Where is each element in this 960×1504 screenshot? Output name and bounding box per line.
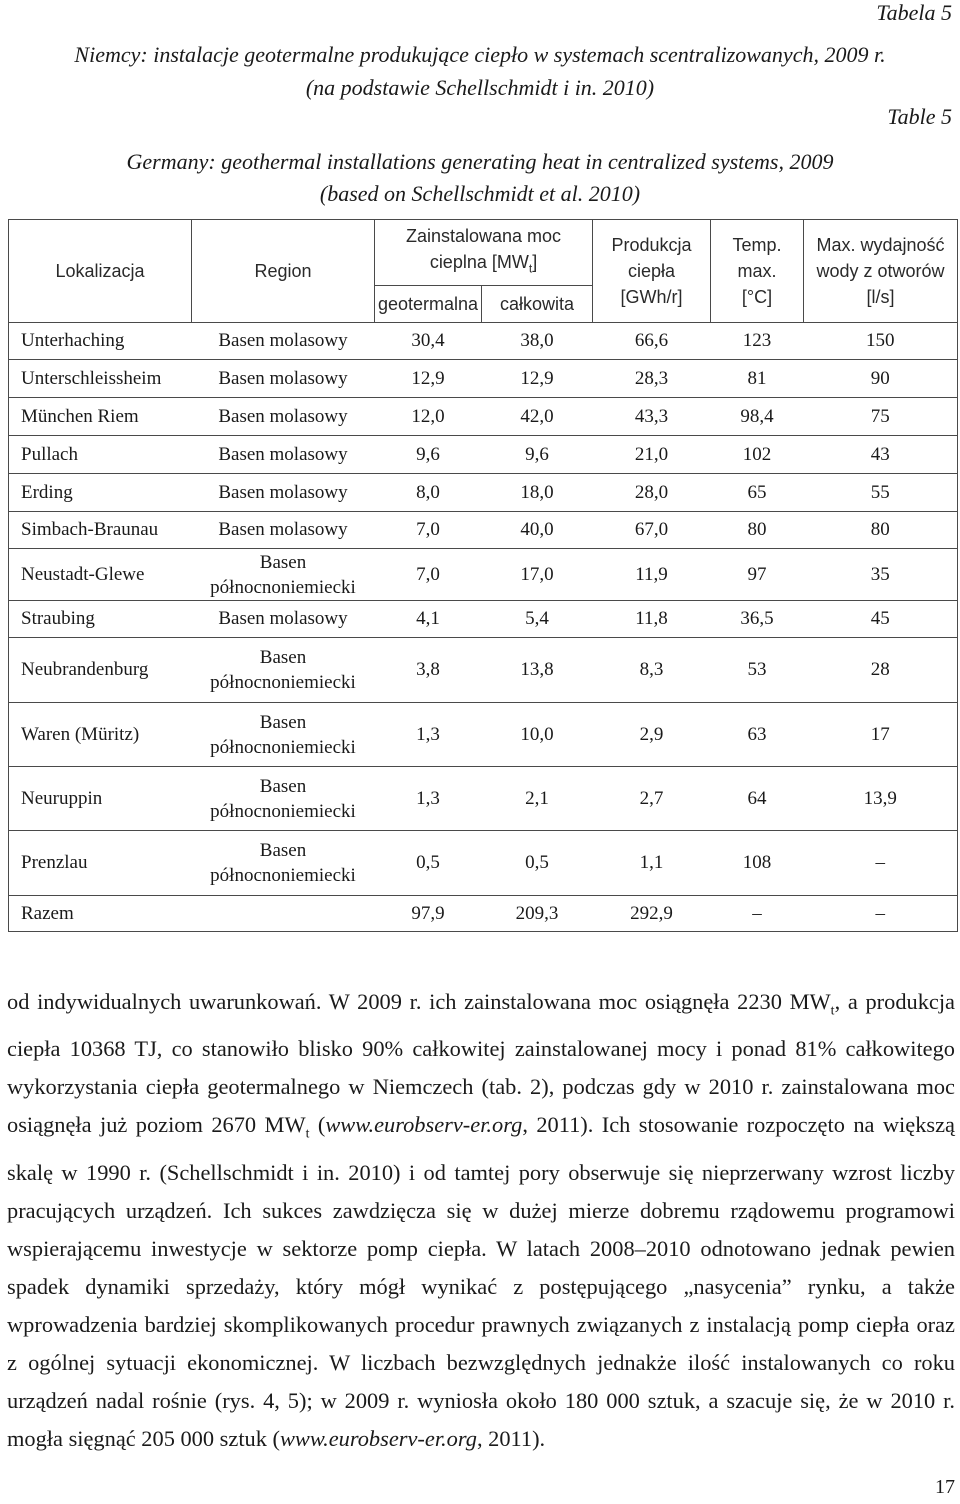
caption-en-line-1: Germany: geothermal installations generating heat in centralized systems, 2009	[126, 149, 834, 174]
max-flow-cell: 45	[804, 601, 958, 638]
region-cell	[192, 896, 375, 932]
max-temperature-cell: 63	[711, 703, 804, 767]
region-line-1: Basen	[259, 711, 307, 733]
body-text-1: od indywidualnych uwarunkowań. W 2009 r. ich zainstalowana moc osiągnęła 2230 MW	[7, 989, 831, 1014]
caption-pl-line-2: (na podstawie Schellschmidt i in. 2010)	[305, 75, 655, 100]
max-temperature-cell: 65	[711, 474, 804, 512]
geothermal-capacity-cell: 4,1	[375, 601, 482, 638]
table-row	[9, 436, 958, 474]
max-flow-cell: 43	[804, 436, 958, 474]
geothermal-installations-table	[8, 219, 958, 932]
max-temperature-cell: 36,5	[711, 601, 804, 638]
max-flow-cell: 13,9	[804, 767, 958, 831]
heat-production-cell: 292,9	[593, 896, 711, 932]
table-label-en: Table 5	[887, 104, 952, 129]
geothermal-capacity-cell: 12,9	[375, 360, 482, 398]
heat-production-cell: 67,0	[593, 512, 711, 549]
heat-production-cell: 28,3	[593, 360, 711, 398]
heat-production-cell: 11,9	[593, 549, 711, 601]
region-line-1: Basen	[259, 775, 307, 797]
table-row	[9, 767, 958, 831]
location-cell: Waren (Müritz)	[9, 703, 192, 767]
body-text-4: , 2011). Ich stosowanie rozpoczęto na większą skalę w 1990 r. (Schellschmidt i in. 2010) i od tamtej pory obserwuje się nieprzerwany wzrost liczby pracujących urządzeń. Ich sukces zawdzięcza się w dużej mierze dobremu rządowemu programowi wspierającemu inwestycje w sektorze pomp ciepła. W latach 2008–2010 odnotowano jednak pewien spadek dynamiki sprzedaży, który mógł wynikać z postępującego „nasycenia” rynku, a także wprowadzenia bardziej skomplikowanych procedur prawnych związanych z instalacją pomp ciepła oraz z ogólnej sytuacji ekonomicznej. W liczbach bezwzględnych jednakże ilość instalowanych co roku urządzeń nadal rośnie (rys. 4, 5); w 2009 r. wyniosła około 180 000 sztuk, a szacuje się, że w 2010 r. mogła sięgnąć 205 000 sztuk (	[7, 1112, 955, 1451]
table-row	[9, 360, 958, 398]
region-line-1: Basen	[259, 840, 307, 861]
max-temperature-cell: 81	[711, 360, 804, 398]
page-number: 17	[935, 1476, 955, 1498]
max-flow-cell: 28	[804, 638, 958, 703]
max-temperature-cell: 98,4	[711, 398, 804, 436]
region-line-2: północnoniemiecki	[210, 736, 356, 758]
header-flow-line-3: [l/s]	[866, 287, 895, 307]
region-cell: Basen molasowy	[192, 323, 375, 360]
body-text-5: , 2011).	[476, 1425, 546, 1451]
header-capacity-line-2: cieplna [MW	[429, 252, 529, 273]
body-text-3: (	[309, 1112, 326, 1138]
header-temp-line-3: [°C]	[741, 287, 773, 307]
region-line-1: Basen	[259, 647, 307, 668]
body-link-2: www.eurobserv-er.org	[279, 1425, 477, 1451]
region-cell: Basen molasowy	[192, 601, 375, 638]
max-temperature-cell: 108	[711, 831, 804, 896]
total-capacity-cell: 18,0	[482, 474, 593, 512]
location-cell: Unterschleissheim	[9, 360, 192, 398]
header-temp-line-2: max.	[737, 261, 777, 281]
max-flow-cell: 17	[804, 703, 958, 767]
max-temperature-cell: 53	[711, 638, 804, 703]
max-flow-cell: –	[804, 831, 958, 896]
body-subscript-2: t	[305, 1126, 310, 1142]
header-region: Region	[192, 220, 375, 323]
max-flow-cell: 80	[804, 512, 958, 549]
total-capacity-cell: 2,1	[482, 767, 593, 831]
table-row	[9, 896, 958, 932]
heat-production-cell: 1,1	[593, 831, 711, 896]
header-geothermal: geotermalna	[375, 286, 482, 323]
header-production-line-1: Produkcja	[611, 235, 692, 255]
total-capacity-cell: 5,4	[482, 601, 593, 638]
table-row	[9, 638, 958, 703]
max-temperature-cell: 80	[711, 512, 804, 549]
total-capacity-cell: 17,0	[482, 549, 593, 601]
header-flow-line-1: Max. wydajność	[816, 235, 945, 255]
header-production-line-2: ciepła	[628, 261, 676, 281]
location-cell: Prenzlau	[9, 831, 192, 896]
header-temperature	[711, 220, 804, 323]
total-capacity-cell: 0,5	[482, 831, 593, 896]
region-cell	[192, 549, 375, 601]
table-row	[9, 323, 958, 360]
max-flow-cell: 55	[804, 474, 958, 512]
geothermal-capacity-cell: 1,3	[375, 703, 482, 767]
heat-production-cell: 2,9	[593, 703, 711, 767]
total-label-cell: Razem	[9, 896, 192, 932]
body-subscript-1: t	[830, 1003, 835, 1019]
region-cell	[192, 831, 375, 896]
heat-production-cell: 21,0	[593, 436, 711, 474]
region-cell: Basen molasowy	[192, 436, 375, 474]
body-text-2: , a produkcja ciepła 10368 TJ, co stanowiło blisko 90% całkowitej zainstalowanej mocy i ponad 81% całkowitego wykorzystania ciepła geotermalnego w Niemczech (tab. 2), podczas gdy w 2010 r. zainstalowana moc osiągnęła już poziom 2670 MW	[7, 989, 955, 1138]
body-paragraph	[7, 983, 955, 1458]
total-capacity-cell: 9,6	[482, 436, 593, 474]
header-capacity-line-1: Zainstalowana moc	[405, 226, 562, 247]
table-row	[9, 398, 958, 436]
header-production-line-3: [GWh/r]	[620, 287, 683, 307]
location-cell: Neubrandenburg	[9, 638, 192, 703]
heat-production-cell: 28,0	[593, 474, 711, 512]
location-cell: Pullach	[9, 436, 192, 474]
header-flow	[804, 220, 958, 323]
max-temperature-cell: 123	[711, 323, 804, 360]
geothermal-capacity-cell: 7,0	[375, 549, 482, 601]
geothermal-capacity-cell: 7,0	[375, 512, 482, 549]
geothermal-capacity-cell: 0,5	[375, 831, 482, 896]
max-flow-cell: 35	[804, 549, 958, 601]
heat-production-cell: 11,8	[593, 601, 711, 638]
body-link-1: www.eurobserv-er.org	[325, 1112, 523, 1138]
location-cell: Erding	[9, 474, 192, 512]
total-capacity-cell: 13,8	[482, 638, 593, 703]
max-temperature-cell: 97	[711, 549, 804, 601]
table-label-pl: Tabela 5	[876, 0, 952, 25]
location-cell: München Riem	[9, 398, 192, 436]
location-cell: Simbach-Braunau	[9, 512, 192, 549]
heat-production-cell: 8,3	[593, 638, 711, 703]
total-capacity-cell: 38,0	[482, 323, 593, 360]
geothermal-capacity-cell: 1,3	[375, 767, 482, 831]
table-row	[9, 512, 958, 549]
header-temp-line-1: Temp.	[732, 235, 782, 255]
heat-production-cell: 2,7	[593, 767, 711, 831]
max-flow-cell: 150	[804, 323, 958, 360]
region-line-2: północnoniemiecki	[210, 576, 356, 598]
total-capacity-cell: 209,3	[482, 896, 593, 932]
location-cell: Unterhaching	[9, 323, 192, 360]
table-row	[9, 601, 958, 638]
region-cell	[192, 703, 375, 767]
caption-en-line-2: (based on Schellschmidt et al. 2010)	[319, 181, 641, 206]
max-flow-cell: 90	[804, 360, 958, 398]
table-row	[9, 549, 958, 601]
region-cell: Basen molasowy	[192, 474, 375, 512]
header-installed-capacity	[375, 220, 593, 286]
region-line-2: północnoniemiecki	[210, 865, 356, 886]
geothermal-capacity-cell: 3,8	[375, 638, 482, 703]
region-cell	[192, 767, 375, 831]
region-cell: Basen molasowy	[192, 512, 375, 549]
region-line-2: północnoniemiecki	[210, 672, 356, 693]
header-total: całkowita	[482, 286, 593, 323]
location-cell: Straubing	[9, 601, 192, 638]
total-capacity-cell: 10,0	[482, 703, 593, 767]
header-capacity-bracket: ]	[532, 252, 538, 273]
table-row	[9, 474, 958, 512]
heat-production-cell: 43,3	[593, 398, 711, 436]
geothermal-capacity-cell: 8,0	[375, 474, 482, 512]
region-cell	[192, 638, 375, 703]
header-location: Lokalizacja	[9, 220, 192, 323]
table-row	[9, 703, 958, 767]
caption-pl-line-1: Niemcy: instalacje geotermalne produkujące ciepło w systemach scentralizowanych, 2009 r.	[74, 42, 886, 67]
max-temperature-cell: 64	[711, 767, 804, 831]
total-capacity-cell: 12,9	[482, 360, 593, 398]
region-line-2: północnoniemiecki	[210, 800, 356, 822]
total-capacity-cell: 40,0	[482, 512, 593, 549]
table-row	[9, 831, 958, 896]
region-cell: Basen molasowy	[192, 360, 375, 398]
region-cell: Basen molasowy	[192, 398, 375, 436]
heat-production-cell: 66,6	[593, 323, 711, 360]
max-flow-cell: 75	[804, 398, 958, 436]
max-temperature-cell: –	[711, 896, 804, 932]
region-line-1: Basen	[259, 551, 307, 573]
geothermal-capacity-cell: 9,6	[375, 436, 482, 474]
total-capacity-cell: 42,0	[482, 398, 593, 436]
geothermal-capacity-cell: 97,9	[375, 896, 482, 932]
location-cell: Neuruppin	[9, 767, 192, 831]
geothermal-capacity-cell: 12,0	[375, 398, 482, 436]
location-cell: Neustadt-Glewe	[9, 549, 192, 601]
header-production	[593, 220, 711, 323]
max-flow-cell: –	[804, 896, 958, 932]
header-capacity-subscript: t	[528, 261, 533, 276]
geothermal-capacity-cell: 30,4	[375, 323, 482, 360]
header-flow-line-2: wody z otworów	[816, 261, 945, 281]
max-temperature-cell: 102	[711, 436, 804, 474]
